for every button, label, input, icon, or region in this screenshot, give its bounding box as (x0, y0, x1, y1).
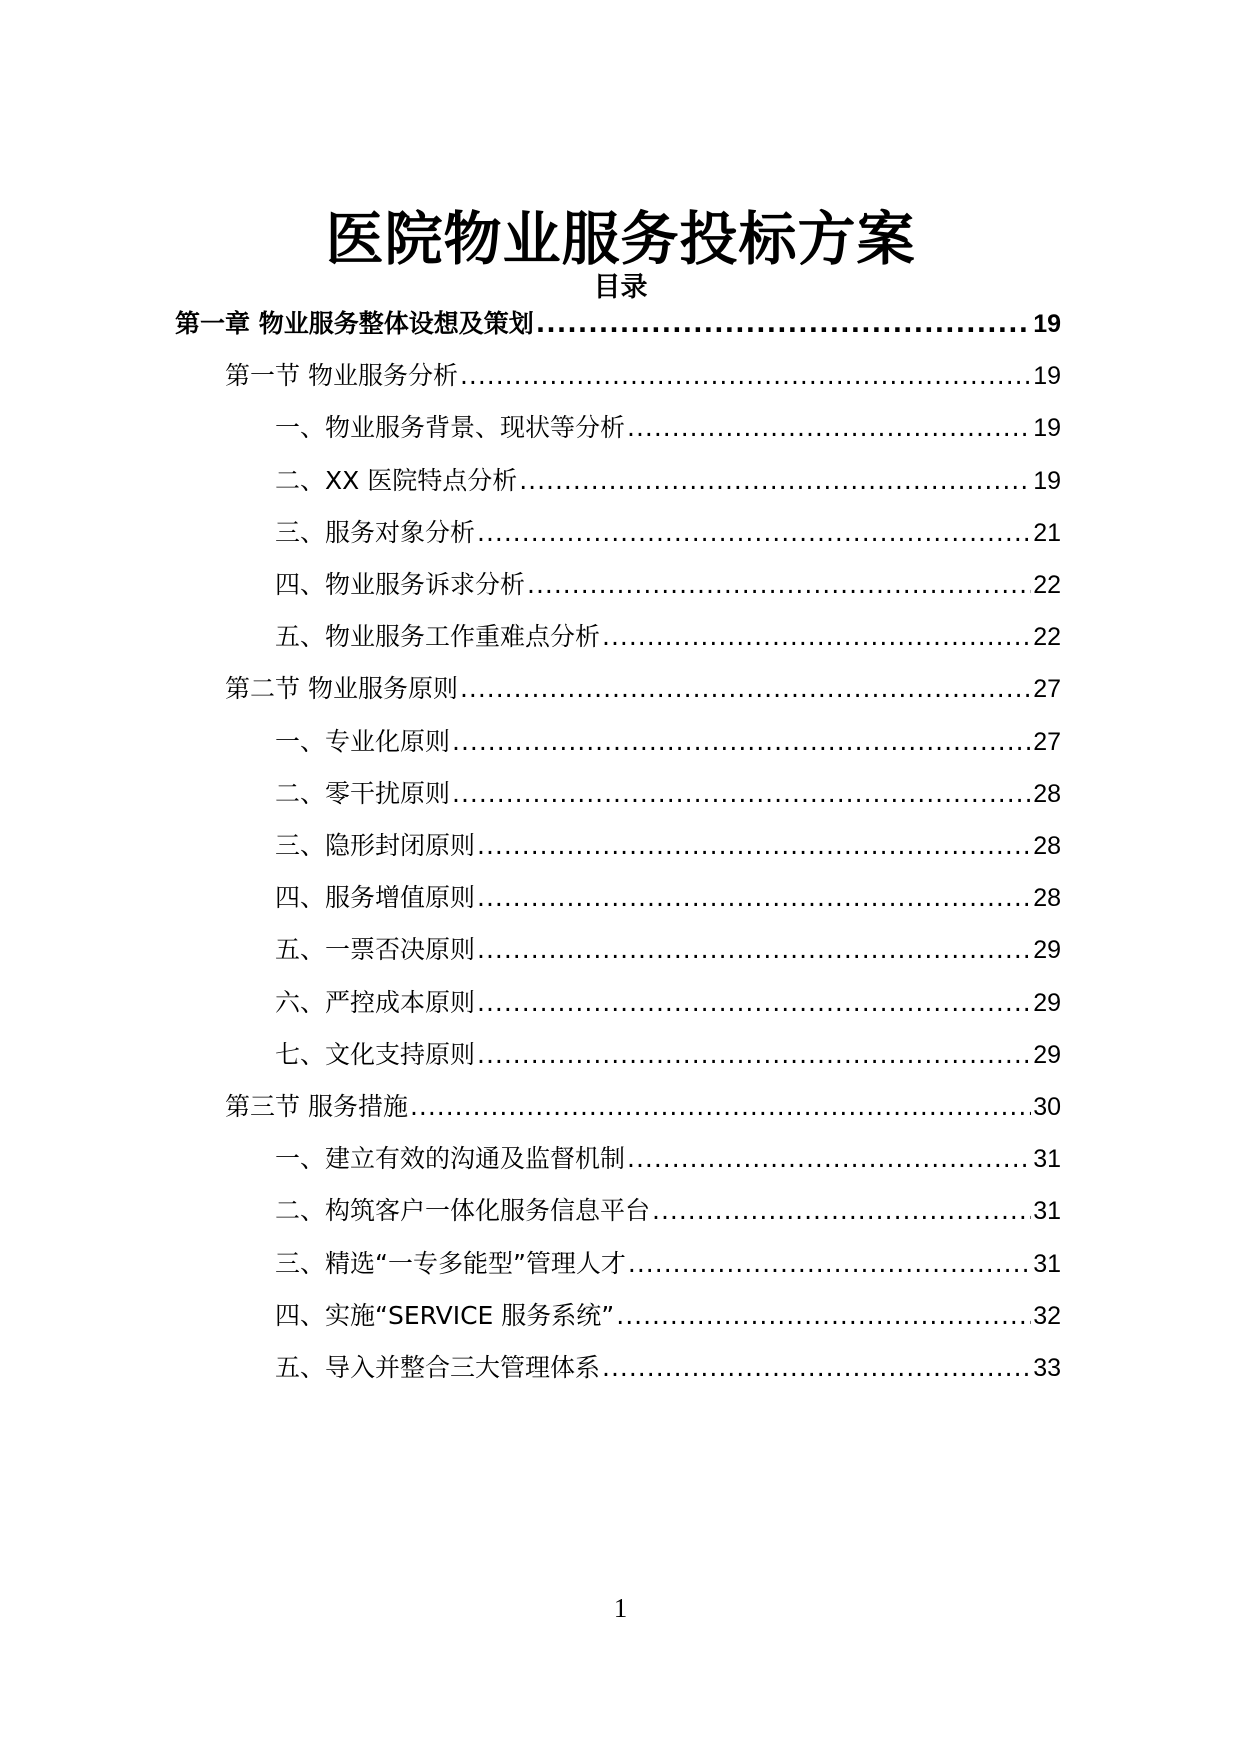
toc-dot-leader (536, 302, 1031, 346)
toc-entry-page: 29 (1033, 1040, 1061, 1069)
toc-dot-leader (452, 720, 1031, 764)
toc-entry[interactable] (275, 928, 1061, 972)
toc-entry[interactable] (275, 720, 1061, 764)
toc-entry-title: 三、服务对象分析 (275, 517, 476, 547)
toc-entry-title: 六、严控成本原则 (275, 987, 476, 1017)
toc-entry-title: 一、物业服务背景、现状等分析 (275, 413, 626, 443)
toc-entry-title: 三、精选“一专多能型”管理人才 (275, 1248, 626, 1278)
toc-entry-title: 三、隐形封闭原则 (275, 831, 476, 860)
toc-entry-title: 第二节 物业服务原则 (225, 674, 458, 704)
toc-entry-page: 22 (1033, 623, 1061, 652)
toc-entry[interactable] (275, 1033, 1061, 1077)
toc-entry[interactable] (175, 302, 1061, 346)
toc-entry-page: 21 (1033, 518, 1061, 547)
toc-entry-title: 第三节 服务措施 (225, 1092, 408, 1121)
toc-entry-title: 二、零干扰原则 (275, 778, 451, 808)
toc-entry-page: 28 (1033, 779, 1061, 808)
toc-entry-page: 19 (1033, 310, 1061, 338)
toc-entry-title: 一、建立有效的沟通及监督机制 (275, 1144, 626, 1174)
toc-entry[interactable] (275, 876, 1061, 920)
toc-entry-page: 19 (1033, 414, 1061, 443)
toc-entry-title: 五、导入并整合三大管理体系 (275, 1353, 601, 1382)
toc-entry[interactable] (275, 1137, 1061, 1181)
toc-dot-leader (527, 563, 1031, 607)
toc-dot-leader (477, 1033, 1031, 1077)
toc-entry[interactable] (225, 667, 1061, 711)
toc-entry-page: 28 (1033, 884, 1061, 913)
toc-dot-leader (477, 928, 1031, 972)
toc-entry-page: 29 (1033, 936, 1061, 965)
toc-entry[interactable] (275, 459, 1061, 503)
toc-entry-title: 四、服务增值原则 (275, 883, 476, 913)
toc-dot-leader (519, 459, 1031, 503)
toc-entry[interactable] (275, 1189, 1061, 1233)
toc-entry-page: 28 (1033, 832, 1061, 860)
toc-dot-leader (616, 1294, 1031, 1338)
toc-entry[interactable] (225, 1085, 1061, 1129)
toc-dot-leader (460, 354, 1031, 398)
toc-entry-title: 二、构筑客户一体化服务信息平台 (275, 1196, 651, 1226)
toc-entry-page: 27 (1033, 727, 1061, 756)
toc-entry[interactable] (275, 1242, 1061, 1286)
toc-entry-page: 22 (1033, 571, 1061, 599)
toc-entry[interactable] (275, 511, 1061, 555)
toc-dot-leader (627, 1137, 1031, 1181)
toc-entry-page: 31 (1033, 1197, 1061, 1226)
toc-entry-page: 29 (1033, 988, 1061, 1017)
toc-dot-leader (477, 876, 1031, 920)
toc-dot-leader (628, 1242, 1031, 1286)
toc-entry-page: 19 (1033, 362, 1061, 391)
toc-entry-page: 19 (1033, 466, 1061, 495)
toc-entry-page: 30 (1033, 1093, 1061, 1121)
toc-dot-leader (477, 511, 1031, 555)
toc-entry-title: 第一章 物业服务整体设想及策划 (175, 309, 534, 338)
toc-entry-page: 32 (1033, 1301, 1061, 1330)
toc-entry-title: 二、XX 医院特点分析 (275, 465, 518, 495)
toc-dot-leader (452, 772, 1031, 816)
toc-dot-leader (477, 824, 1031, 868)
toc-entry-page: 33 (1033, 1354, 1061, 1382)
toc-entry-title: 四、实施“SERVICE 服务系统” (275, 1300, 615, 1330)
toc-dot-leader (627, 406, 1031, 450)
page-number: 1 (613, 1593, 628, 1623)
toc-entry-title: 五、物业服务工作重难点分析 (275, 622, 601, 652)
toc-entry[interactable] (275, 406, 1061, 450)
toc-entry[interactable] (275, 1294, 1061, 1338)
toc-entry-page: 27 (1033, 675, 1061, 704)
toc-entry[interactable] (275, 981, 1061, 1025)
toc-entry-title: 一、专业化原则 (275, 726, 451, 756)
toc-entry-page: 31 (1033, 1145, 1061, 1174)
document-title: 医院物业服务投标方案 (325, 204, 916, 273)
toc-entry[interactable] (275, 1346, 1061, 1390)
toc-entry[interactable] (275, 563, 1061, 607)
toc-entry[interactable] (275, 615, 1061, 659)
toc-dot-leader (602, 1346, 1031, 1390)
toc-entry-title: 七、文化支持原则 (275, 1039, 476, 1069)
toc-entry-page: 31 (1033, 1249, 1061, 1278)
toc-entry-title: 第一节 物业服务分析 (225, 361, 458, 391)
toc-entry-title: 四、物业服务诉求分析 (275, 570, 526, 599)
toc-entry[interactable] (275, 772, 1061, 816)
toc-entry-title: 五、一票否决原则 (275, 935, 476, 965)
toc-dot-leader (477, 981, 1031, 1025)
toc-dot-leader (602, 615, 1031, 659)
toc-dot-leader (460, 667, 1031, 711)
toc-dot-leader (410, 1085, 1031, 1129)
toc-heading: 目录 (593, 272, 648, 303)
toc-entry[interactable] (225, 354, 1061, 398)
toc-entry[interactable] (275, 824, 1061, 868)
toc-dot-leader (652, 1189, 1031, 1233)
